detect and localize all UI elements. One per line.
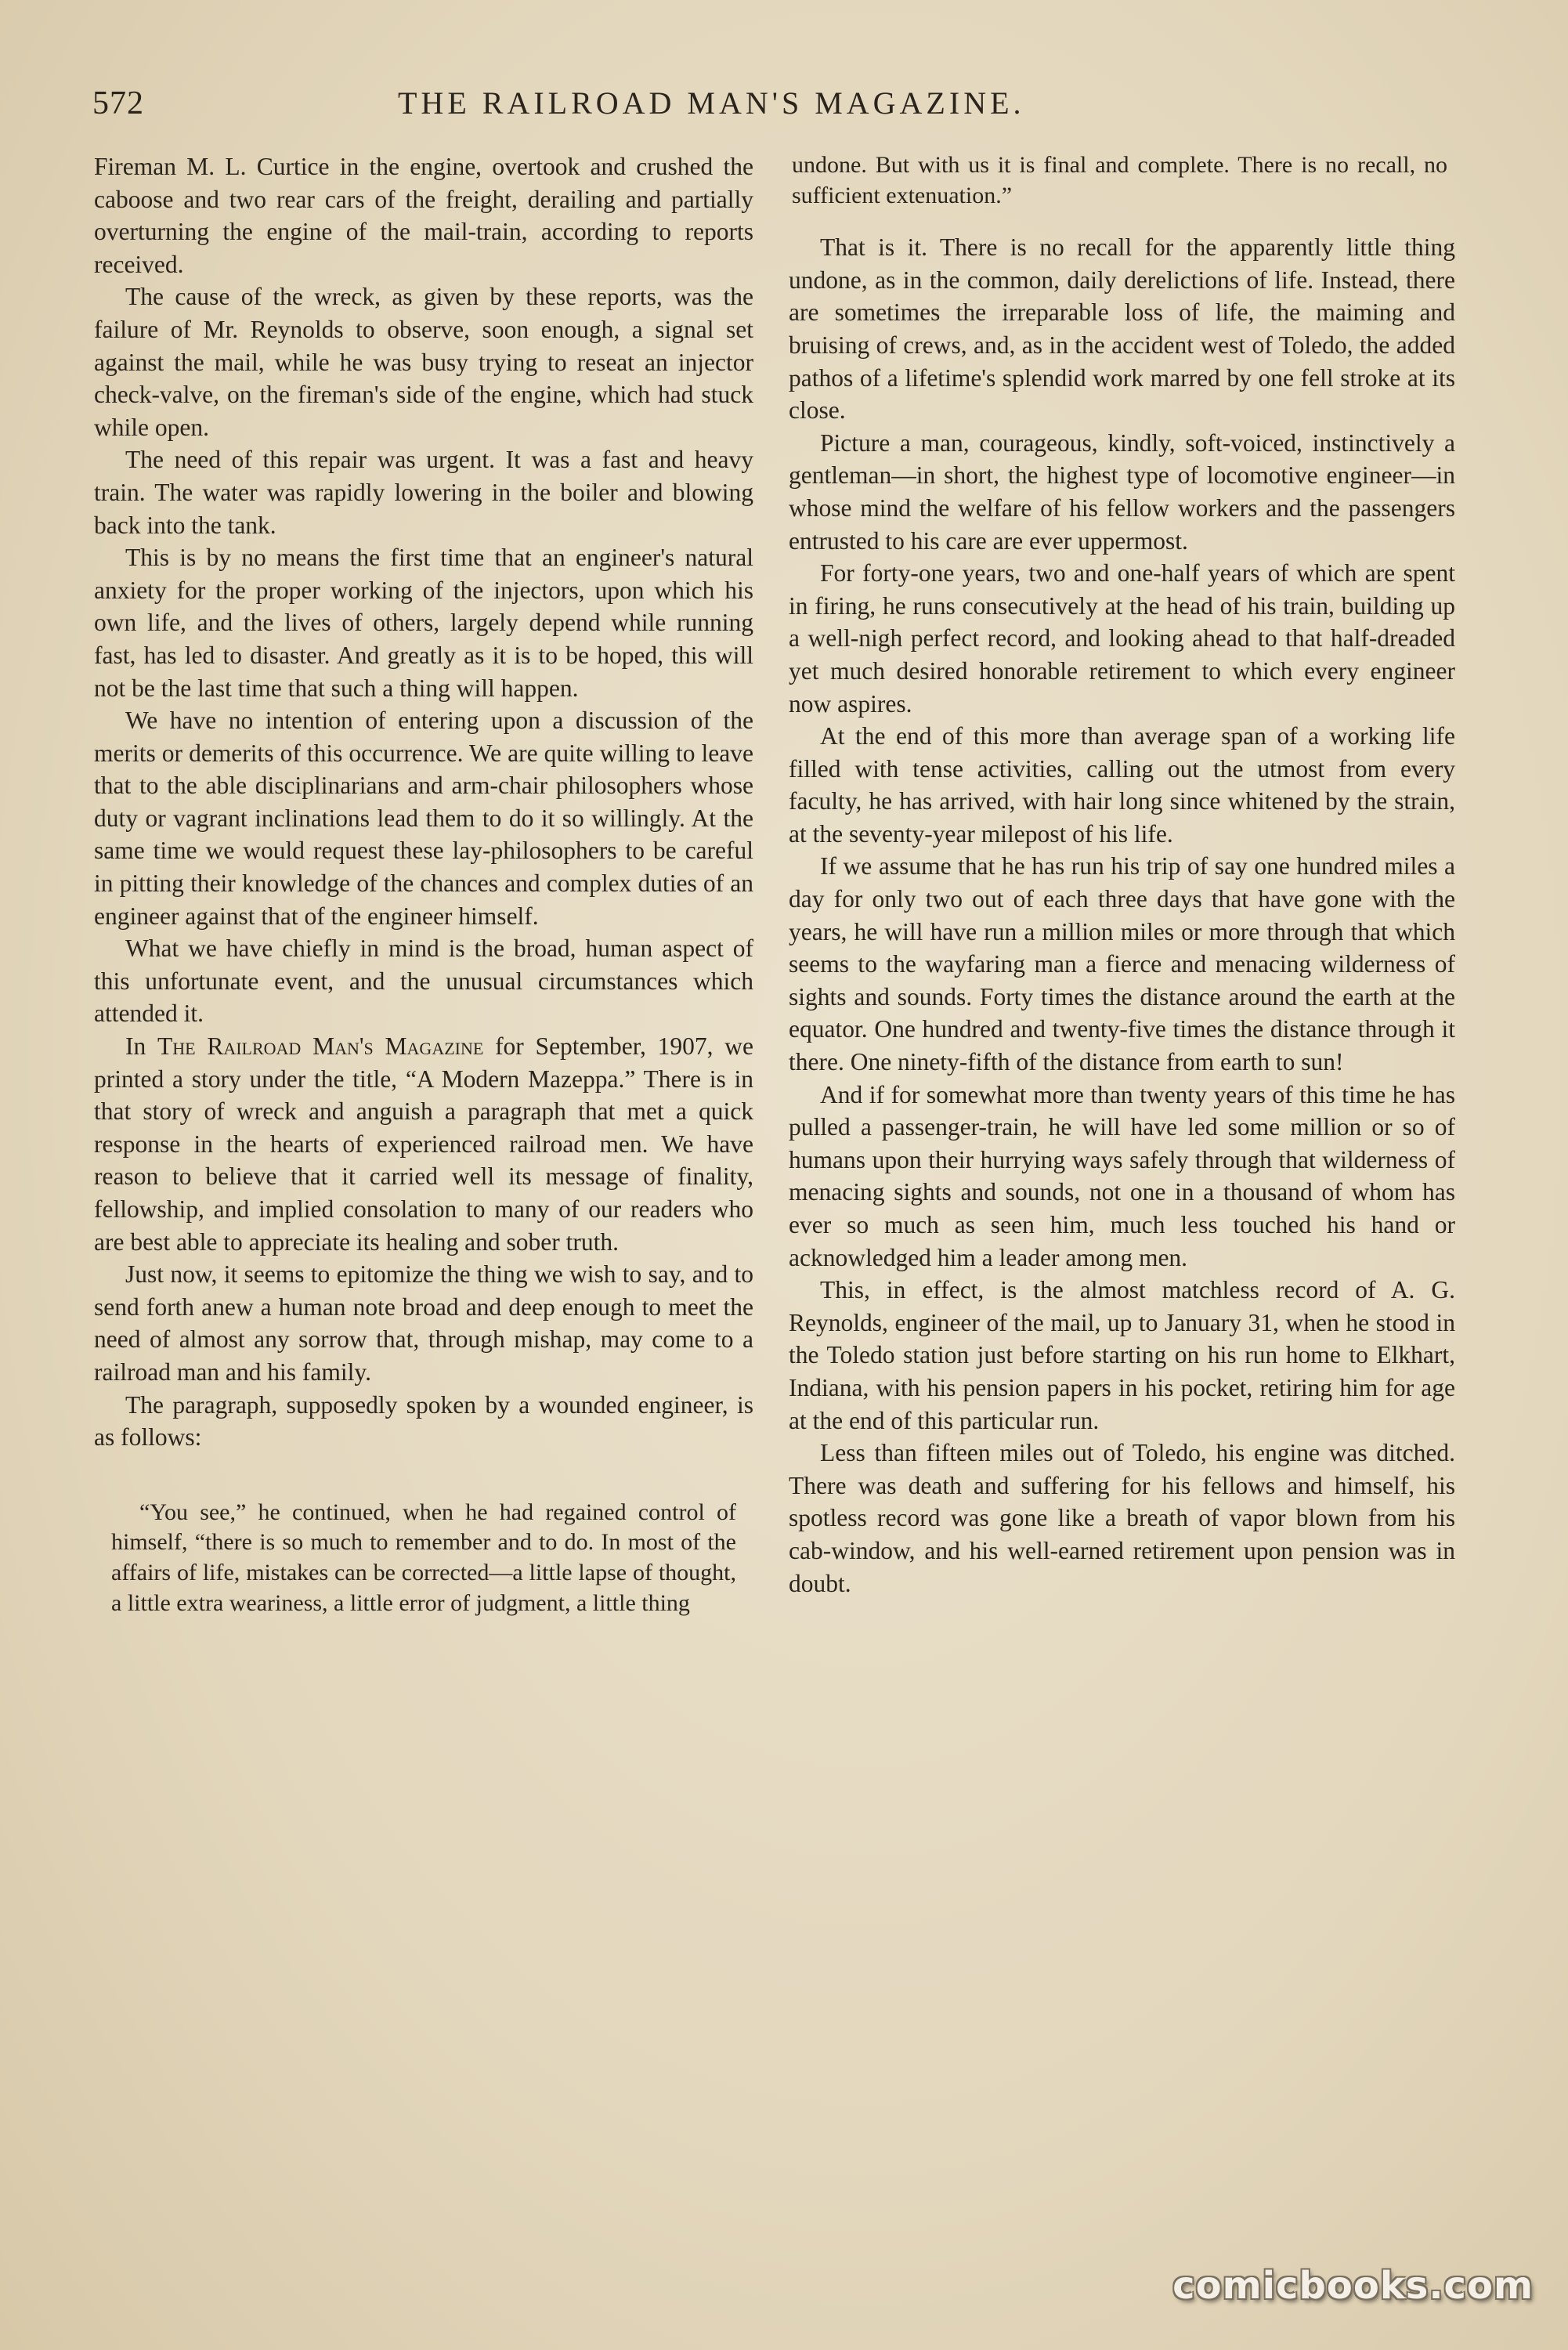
- watermark-logo: comicbooks.com: [1172, 2264, 1534, 2308]
- paragraph: And if for somewhat more than twenty years of this time he has pulled a passenger-train, he will have led some million or so of humans upon their hurrying ways safely through that wilderness of menacing sights and sounds, not one in a thousand of whom has ever so much as seen him, much less touched his hand or acknowledged him a leader among men.: [789, 1080, 1455, 1271]
- text-fragment: In: [125, 1032, 157, 1061]
- paragraph: This is by no means the first time that an engineer's natural anxiety for the proper working of the injectors, upon which his own life, and the lives of others, largely depend while running fast, has led to disaster. And greatly as it is to be hoped, this will not be the last time that such a thing will happen.: [94, 544, 753, 702]
- paragraph: That is it. There is no recall for the apparently little thing undone, as in the common, daily derelictions of life. Instead, there are sometimes the irreparable loss of life, the maiming and bruising of crews, and, as in the accident west of Toledo, the added pathos of a lifetime's splendid work marred by one fell stroke at its close.: [789, 233, 1455, 425]
- paragraph-magazine-reference: [94, 1030, 753, 1258]
- paragraph: We have no intention of entering upon a discussion of the merits or demerits of this occurrence. We are quite willing to leave that to the able disciplinarians and arm-chair philosophers whose duty or vagrant inclinations lead them to do it so willingly. At the same time we would request these lay-philosophers to be careful in pitting their knowledge of the chances and complex duties of an engineer against that of the engineer himself.: [94, 707, 753, 930]
- running-title: THE RAILROAD MAN'S MAGAZINE.: [398, 85, 1025, 121]
- left-column: [94, 150, 753, 1618]
- paragraph: The need of this repair was urgent. It was a fast and heavy train. The water was rapidly lowering in the boiler and blowing back into the tank.: [94, 446, 753, 539]
- paragraph: What we have chiefly in mind is the broad, human aspect of this unfortunate event, and the unusual circumstances which attended it.: [94, 935, 753, 1028]
- page-number: 572: [92, 85, 144, 121]
- paragraph: Just now, it seems to epitomize the thing we wish to say, and to send forth anew a human note broad and deep enough to meet the need of almost any sorrow that, through mishap, may come to a railroad man and his family.: [94, 1260, 753, 1386]
- text-fragment: for September, 1907, we printed a story under the title, “A Modern Mazeppa.” There is in that story of wreck and anguish a paragraph that met a quick response in the hearts of experienced railroad men. We have reason to believe that it carried well its message of finality, fellowship, and implied consolation to many of our readers who are best able to appreciate its healing and sober truth.: [94, 1032, 753, 1256]
- right-column: [789, 150, 1455, 1600]
- paragraph: If we assume that he has run his trip of say one hundred miles a day for only two out of each three days that have gone with the years, he will have run a million miles or more through that which seems to the wayfaring man a fierce and menacing wilderness of sights and sounds. Forty times the distance around the earth at the equator. One hundred and twenty-five times the distance through it there. One ninety-fifth of the distance from earth to sun!: [789, 852, 1455, 1076]
- paragraph: This, in effect, is the almost matchless record of A. G. Reynolds, engineer of the mail, up to January 31, when he stood in the Toledo station just before starting on his run home to Elkhart, Indiana, with his pension papers in his pocket, retiring him for age at the end of this particular run.: [789, 1276, 1455, 1434]
- page-header: [92, 85, 1471, 132]
- paragraph: The cause of the wreck, as given by these reports, was the failure of Mr. Reynolds to observe, soon enough, a signal set against the mail, while he was busy trying to reseat an injector check-valve, on the fireman's side of the engine, which had stuck while open.: [94, 283, 753, 441]
- magazine-title: The Railroad Man's Magazine: [157, 1032, 484, 1061]
- paragraph: At the end of this more than average span of a working life filled with tense activities, calling out the utmost from every faculty, he has arrived, with hair long since whitened by the strain, at the seventy-year milepost of his life.: [789, 722, 1455, 848]
- paragraph: The paragraph, supposedly spoken by a wounded engineer, is as follows:: [94, 1390, 753, 1452]
- paragraph: Less than fifteen miles out of Toledo, his engine was ditched. There was death and suffering for his fellows and himself, his spotless record was gone like a breath of vapor blown from his cab-window, and his well-earned retirement upon pension was in doubt.: [789, 1439, 1455, 1597]
- paragraph: Picture a man, courageous, kindly, soft-voiced, instinctively a gentleman—in short, the highest type of locomotive engineer—in whose mind the welfare of his fellow workers and the passengers entrusted to his care are ever uppermost.: [789, 428, 1455, 555]
- block-quote-continuation: undone. But with us it is final and complete. There is no recall, no sufficient extenuation.”: [792, 152, 1447, 208]
- paragraph: For forty-one years, two and one-half years of which are spent in firing, he runs consecutively at the head of his train, building up a well-nigh perfect record, and looking ahead to that half-dreaded yet much desired honorable retirement to which every engineer now aspires.: [789, 559, 1455, 718]
- block-quote: “You see,” he continued, when he had regained control of himself, “there is so much to remember and to do. In most of the affairs of life, mistakes can be corrected—a little lapse of thought, a little extra weariness, a little error of judgment, a little thing: [111, 1499, 736, 1616]
- paragraph: Fireman M. L. Curtice in the engine, overtook and crushed the caboose and two rear cars of the freight, derailing and partially overturning the engine of the mail-train, according to reports received.: [94, 153, 753, 278]
